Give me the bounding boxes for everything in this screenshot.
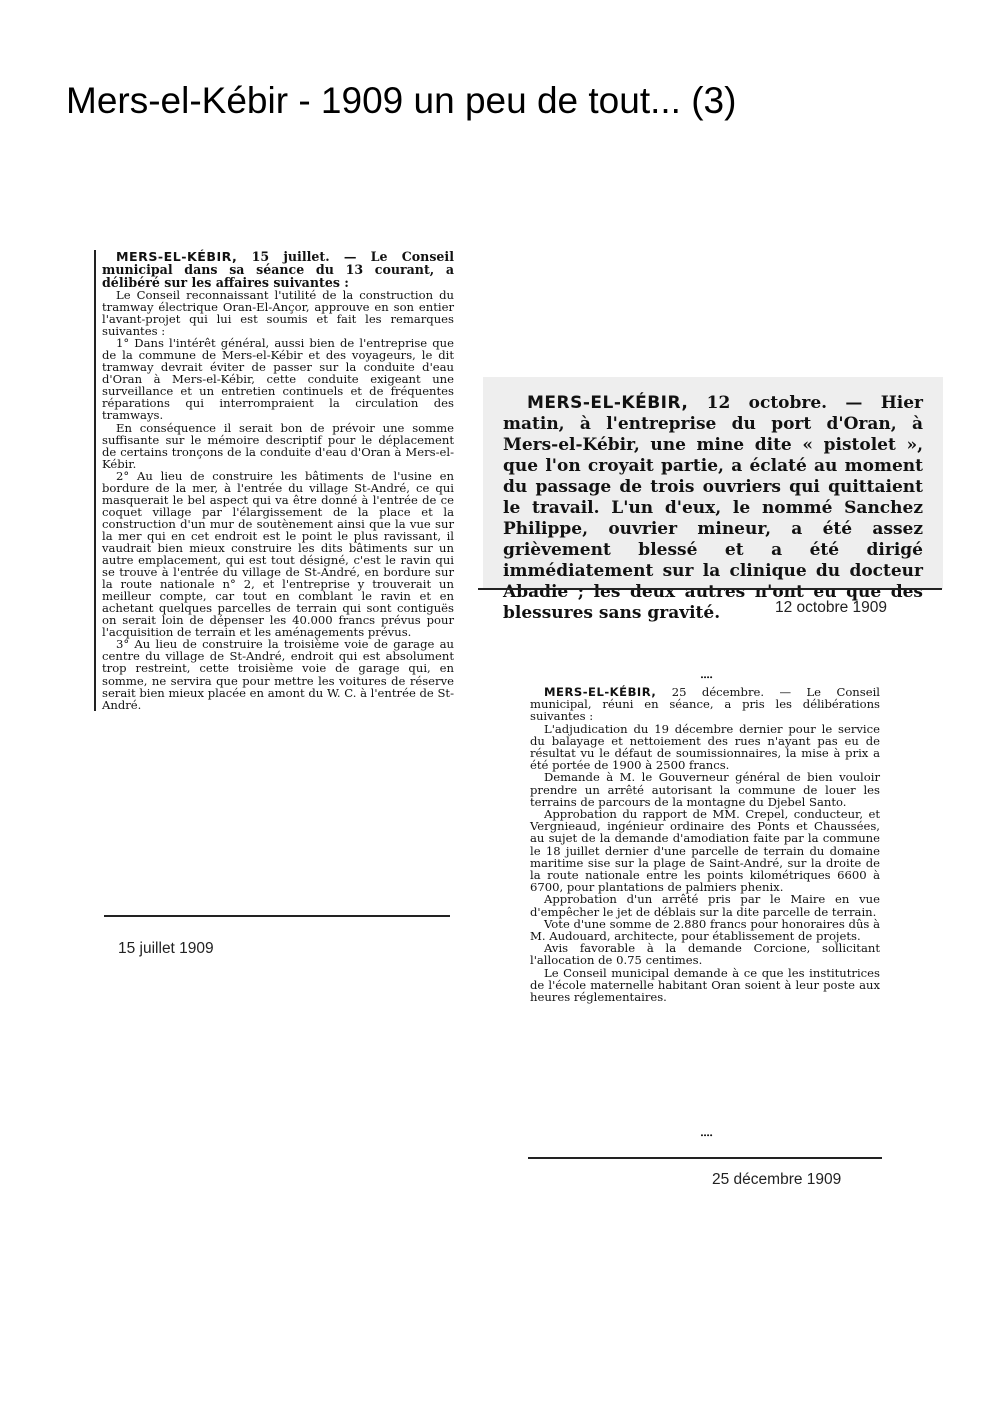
caption-december: 25 décembre 1909 (712, 1171, 842, 1188)
article-paragraph: En conséquence il serait bon de prévoir une somme suffisante sur le mémoire descriptif pour le déplacement de certains tronçons de la conduite d'eau d'Oran à Mers-el-Kébir. (102, 420, 454, 471)
dateline: MERS-EL-KÉBIR, (527, 393, 689, 413)
dateline: MERS-EL-KÉBIR, (116, 249, 238, 264)
ornament-top: ᠁ (698, 671, 712, 685)
article-paragraph: Avis favorable à la demande Corcione, sollicitant l'allocation de 0.75 centimes. (530, 941, 880, 968)
article-paragraph: 2° Au lieu de construire les bâtiments de l'usine en bordure de la mer, à l'entrée du village St-André, ce qui masquerait le bel aspect qui va être donné à l'entrée de ce coquet village par l'élargissement de la place et la construction d'un mur de soutènement ainsi que la vue sur la mer qui en cet endroit est le point le plus ravissant, il vaudrait bien mieux construire les dits bâtiments sur un autre emplacement, qui est tout désigné, c'est le ravin qui se trouve à l'entrée du village de St-André, en bordure sur la route nationale n° 2, et l'entreprise y trouverait un meilleur compte, car tout en comblant le ravin et en achetant quelques parcelles de terrain qui sont contiguës on serait loin de dépenser les 40.000 francs prévus pour l'acquisition de terrain et les aménagements prévus. (102, 468, 454, 640)
article-paragraph: MERS-EL-KÉBIR, 15 juillet. — Le Conseil municipal dans sa séance du 13 courant, a délibéré sur les affaires suivantes : (102, 249, 454, 290)
article-paragraph: Approbation d'un arrêté pris par le Maire en vue d'empêcher le jet de déblais sur la dite parcelle de terrain. (530, 892, 880, 919)
article-paragraph: MERS-EL-KÉBIR, 12 octobre. — Hier matin, à l'entreprise du port d'Oran, à Mers-el-Kébir, une mine dite « pistolet », que l'on croyait partie, a éclaté au moment du passage de trois ouvriers qui quittaient le travail. L'un d'eux, le nommé Sanchez Philippe, ouvrier mineur, a été assez grièvement blessé et a été dirigé immédiatement sur la clinique du docteur Abadie ; les deux autres n'ont eu que des blessures sans gravité. (503, 393, 923, 623)
divider (478, 588, 942, 590)
divider (104, 915, 450, 917)
dateline: MERS-EL-KÉBIR, (544, 685, 657, 699)
divider (528, 1157, 882, 1159)
caption-october: 12 octobre 1909 (775, 599, 888, 616)
clipping-july (94, 250, 454, 711)
article-paragraph: Le Conseil municipal demande à ce que les institutrices de l'école maternelle habitant Oran soient à leur poste aux heures réglementaires. (530, 965, 880, 1005)
article-paragraph: Approbation du rapport de MM. Crepel, conducteur, et Vergnieaud, ingénieur ordinaire des Ponts et Chaussées, au sujet de la demande d'amodiation faite par la commune le 18 juillet dernier d'une parcelle de terrain du domaine maritime sise sur la plage de Saint-André, sur la droite de la route nationale entre les points kilométriques 6600 à 6700, pour plantations de palmiers phenix. (530, 807, 880, 895)
article-paragraph: L'adjudication du 19 décembre dernier pour le service du balayage et nettoiement des rues n'ayant pas eu de résultat vu le défaut de soumissionnaires, la mise à prix a été portée de 1900 à 2500 francs. (530, 721, 880, 773)
article-paragraph: 1° Dans l'intérêt général, aussi bien de l'entreprise que de la commune de Mers-el-Kébir et des voyageurs, le dit tramway devrait éviter de passer sur la conduite d'eau d'Oran à Mers-el-Kébir, cette conduite exigeant une surveillance et un entretien continuels et de fréquentes réparations qui interrompraient la circulation des tramways. (102, 336, 454, 423)
article-paragraph: MERS-EL-KÉBIR, 25 décembre. — Le Conseil municipal, réuni en séance, a pris les délibérations suivantes : (530, 685, 881, 724)
caption-july: 15 juillet 1909 (118, 940, 214, 957)
clipping-december (530, 686, 880, 1003)
page-title: Mers-el-Kébir - 1909 un peu de tout... (3) (66, 80, 737, 121)
article-paragraph: Vote d'une somme de 2.880 francs pour honoraires dûs à M. Audouard, architecte, pour établissement de projets. (530, 916, 880, 944)
ornament-bottom: ᠁ (698, 1129, 712, 1143)
article-paragraph: Le Conseil reconnaissant l'utilité de la construction du tramway électrique Oran-El-Ançor, approuve en son entier l'avant-projet qui lui est soumis et fait les remarques suivantes : (102, 288, 454, 339)
article-paragraph: 3° Au lieu de construire la troisième voie de garage au centre du village de St-André, endroit qui est absolument trop restreint, cette troisième voie de garage qui, en somme, ne servira que pour mettre les voitures de réserve serait bien mieux placée en amont du W. C. à l'entrée de St-André. (102, 637, 454, 712)
article-paragraph: Demande à M. le Gouverneur général de bien vouloir prendre un arrêté autorisant la commune de louer les terrains de parcours de la montagne du Djebel Santo. (530, 770, 880, 809)
